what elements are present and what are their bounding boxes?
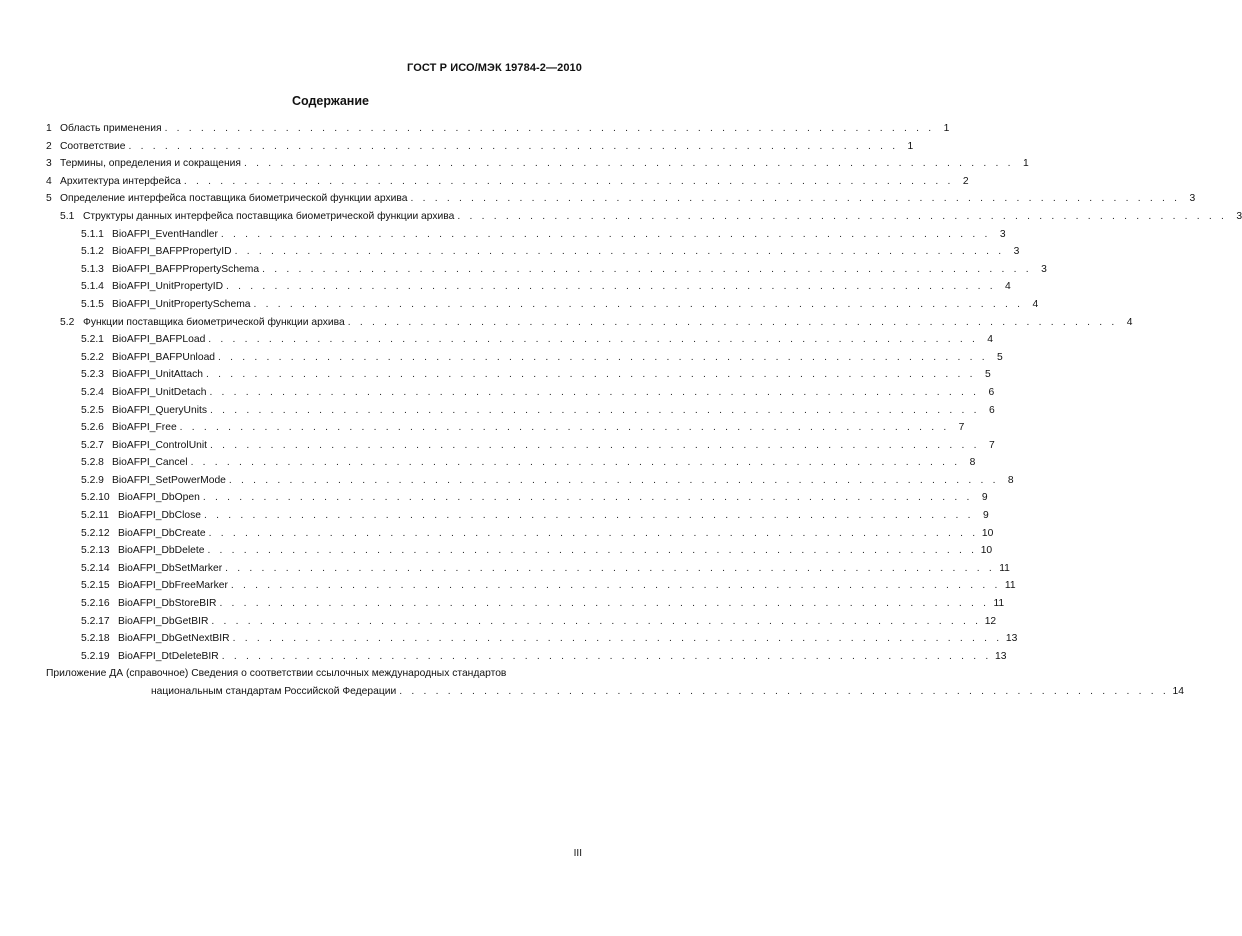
toc-entry[interactable]: 5.2.12 BioAFPI_DbCreate . . . . . . . . . . . . . . . . . . . . . . . . . . . . . . . . . . . . . . . . . . . . . . . . . . . . . . . . . . . . . . . . 10 xyxy=(81,527,994,539)
toc-entry[interactable]: 5.2.13 BioAFPI_DbDelete . . . . . . . . . . . . . . . . . . . . . . . . . . . . . . . . . . . . . . . . . . . . . . . . . . . . . . . . . . . . . . . . 10 xyxy=(81,545,993,557)
toc-entry[interactable]: 5.1.4 BioAFPI_UnitPropertyID . . . . . . . . . . . . . . . . . . . . . . . . . . . . . . . . . . . . . . . . . . . . . . . . . . . . . . . . . . . . . . . . 4 xyxy=(81,281,1011,293)
toc-entry[interactable]: 5.2.16 BioAFPI_DbStoreBIR . . . . . . . . . . . . . . . . . . . . . . . . . . . . . . . . . . . . . . . . . . . . . . . . . . . . . . . . . . . . . . . . 11 xyxy=(81,598,1005,610)
toc-entry[interactable]: 5.2.17 BioAFPI_DbGetBIR . . . . . . . . . . . . . . . . . . . . . . . . . . . . . . . . . . . . . . . . . . . . . . . . . . . . . . . . . . . . . . . . 12 xyxy=(81,615,997,627)
toc-entry[interactable]: 2 Соответствие . . . . . . . . . . . . . . . . . . . . . . . . . . . . . . . . . . . . . . . . . . . . . . . . . . . . . . . . . . . . . . . . 1 xyxy=(46,140,914,152)
toc-entry[interactable]: 5.2.4 BioAFPI_UnitDetach . . . . . . . . . . . . . . . . . . . . . . . . . . . . . . . . . . . . . . . . . . . . . . . . . . . . . . . . . . . . . . . . 6 xyxy=(81,386,995,398)
table-of-contents xyxy=(46,120,1242,701)
toc-entry[interactable]: 4 Архитектура интерфейса . . . . . . . . . . . . . . . . . . . . . . . . . . . . . . . . . . . . . . . . . . . . . . . . . . . . . . . . . . . . . . . . 2 xyxy=(46,175,969,187)
annex-title[interactable]: Приложение ДА (справочное) Сведения о соответствии ссылочных международных стандартов xyxy=(46,668,507,680)
toc-entry[interactable]: 5.2.10 BioAFPI_DbOpen . . . . . . . . . . . . . . . . . . . . . . . . . . . . . . . . . . . . . . . . . . . . . . . . . . . . . . . . . . . . . . . . 9 xyxy=(81,492,988,504)
toc-entry[interactable]: 5.2.19 BioAFPI_DtDeleteBIR . . . . . . . . . . . . . . . . . . . . . . . . . . . . . . . . . . . . . . . . . . . . . . . . . . . . . . . . . . . . . . . . 13 xyxy=(81,650,1007,662)
toc-entry[interactable]: 5.1.5 BioAFPI_UnitPropertySchema . . . . . . . . . . . . . . . . . . . . . . . . . . . . . . . . . . . . . . . . . . . . . . . . . . . . . . . . . . . . . . . . 4 xyxy=(81,298,1039,310)
toc-entry[interactable]: 5.2.7 BioAFPI_ControlUnit . . . . . . . . . . . . . . . . . . . . . . . . . . . . . . . . . . . . . . . . . . . . . . . . . . . . . . . . . . . . . . . . 7 xyxy=(81,439,995,451)
toc-entry[interactable]: 5.2.1 BioAFPI_BAFPLoad . . . . . . . . . . . . . . . . . . . . . . . . . . . . . . . . . . . . . . . . . . . . . . . . . . . . . . . . . . . . . . . . 4 xyxy=(81,334,994,346)
toc-entry[interactable]: 5.2.2 BioAFPI_BAFPUnload . . . . . . . . . . . . . . . . . . . . . . . . . . . . . . . . . . . . . . . . . . . . . . . . . . . . . . . . . . . . . . . . 5 xyxy=(81,351,1003,363)
page-number: III xyxy=(573,848,582,859)
toc-entry[interactable]: 5.1 Структуры данных интерфейса поставщика биометрической функции архива . . . . . . . . . . . . . . . . . . . . . . . . . . . . . . . . . . . . . . . . . . . . . . . . . . . . . . . . . . . . . . . . 3 xyxy=(60,210,1242,222)
toc-entry[interactable]: 5.2 Функции поставщика биометрической функции архива . . . . . . . . . . . . . . . . . . . . . . . . . . . . . . . . . . . . . . . . . . . . . . . . . . . . . . . . . . . . . . . . 4 xyxy=(60,316,1133,328)
toc-title: Содержание xyxy=(291,94,369,108)
toc-entry[interactable]: 5.2.3 BioAFPI_UnitAttach . . . . . . . . . . . . . . . . . . . . . . . . . . . . . . . . . . . . . . . . . . . . . . . . . . . . . . . . . . . . . . . . 5 xyxy=(81,369,991,381)
toc-entry[interactable]: 5.2.8 BioAFPI_Cancel . . . . . . . . . . . . . . . . . . . . . . . . . . . . . . . . . . . . . . . . . . . . . . . . . . . . . . . . . . . . . . . . 8 xyxy=(81,457,976,469)
toc-entry[interactable]: 5.2.6 BioAFPI_Free . . . . . . . . . . . . . . . . . . . . . . . . . . . . . . . . . . . . . . . . . . . . . . . . . . . . . . . . . . . . . . . . 7 xyxy=(81,422,965,434)
toc-entry[interactable]: 5.2.14 BioAFPI_DbSetMarker . . . . . . . . . . . . . . . . . . . . . . . . . . . . . . . . . . . . . . . . . . . . . . . . . . . . . . . . . . . . . . . . 11 xyxy=(81,562,1010,574)
toc-entry[interactable]: 5.2.5 BioAFPI_QueryUnits . . . . . . . . . . . . . . . . . . . . . . . . . . . . . . . . . . . . . . . . . . . . . . . . . . . . . . . . . . . . . . . . 6 xyxy=(81,404,995,416)
toc-entry[interactable]: 5.2.9 BioAFPI_SetPowerMode . . . . . . . . . . . . . . . . . . . . . . . . . . . . . . . . . . . . . . . . . . . . . . . . . . . . . . . . . . . . . . . . 8 xyxy=(81,474,1014,486)
toc-entry[interactable]: 1 Область применения . . . . . . . . . . . . . . . . . . . . . . . . . . . . . . . . . . . . . . . . . . . . . . . . . . . . . . . . . . . . . . . . 1 xyxy=(46,123,950,134)
toc-entry[interactable]: 5.1.3 BioAFPI_BAFPPropertySchema . . . . . . . . . . . . . . . . . . . . . . . . . . . . . . . . . . . . . . . . . . . . . . . . . . . . . . . . . . . . . . . . 3 xyxy=(81,263,1047,275)
toc-entry[interactable]: 5.2.18 BioAFPI_DbGetNextBIR . . . . . . . . . . . . . . . . . . . . . . . . . . . . . . . . . . . . . . . . . . . . . . . . . . . . . . . . . . . . . . . . 13 xyxy=(81,633,1018,645)
toc-entry[interactable]: 5 Определение интерфейса поставщика биометрической функции архива . . . . . . . . . . . . . . . . . . . . . . . . . . . . . . . . . . . . . . . . . . . . . . . . . . . . . . . . . . . . . . . . 3 xyxy=(46,193,1196,205)
toc-entry[interactable]: 3 Термины, определения и сокращения . . . . . . . . . . . . . . . . . . . . . . . . . . . . . . . . . . . . . . . . . . . . . . . . . . . . . . . . . . . . . . . . 1 xyxy=(46,158,1029,170)
toc-entry[interactable]: 5.2.15 BioAFPI_DbFreeMarker . . . . . . . . . . . . . . . . . . . . . . . . . . . . . . . . . . . . . . . . . . . . . . . . . . . . . . . . . . . . . . . . 11 xyxy=(81,580,1016,592)
toc-entry[interactable]: 5.1.2 BioAFPI_BAFPPropertyID . . . . . . . . . . . . . . . . . . . . . . . . . . . . . . . . . . . . . . . . . . . . . . . . . . . . . . . . . . . . . . . . 3 xyxy=(81,246,1020,258)
standard-designation: ГОСТ Р ИСО/МЭК 19784-2—2010 xyxy=(407,62,582,74)
annex-title-continued[interactable]: национальным стандартам Российской Федерации . . . . . . . . . . . . . . . . . . . . . . . . . . . . . . . . . . . . . . . . . . . . . . . . . . . . . . . . . . . . . . . . 14 xyxy=(151,686,1184,697)
toc-entry[interactable]: 5.1.1 BioAFPI_EventHandler . . . . . . . . . . . . . . . . . . . . . . . . . . . . . . . . . . . . . . . . . . . . . . . . . . . . . . . . . . . . . . . . 3 xyxy=(81,228,1006,240)
toc-entry[interactable]: 5.2.11 BioAFPI_DbClose . . . . . . . . . . . . . . . . . . . . . . . . . . . . . . . . . . . . . . . . . . . . . . . . . . . . . . . . . . . . . . . . 9 xyxy=(81,510,989,522)
